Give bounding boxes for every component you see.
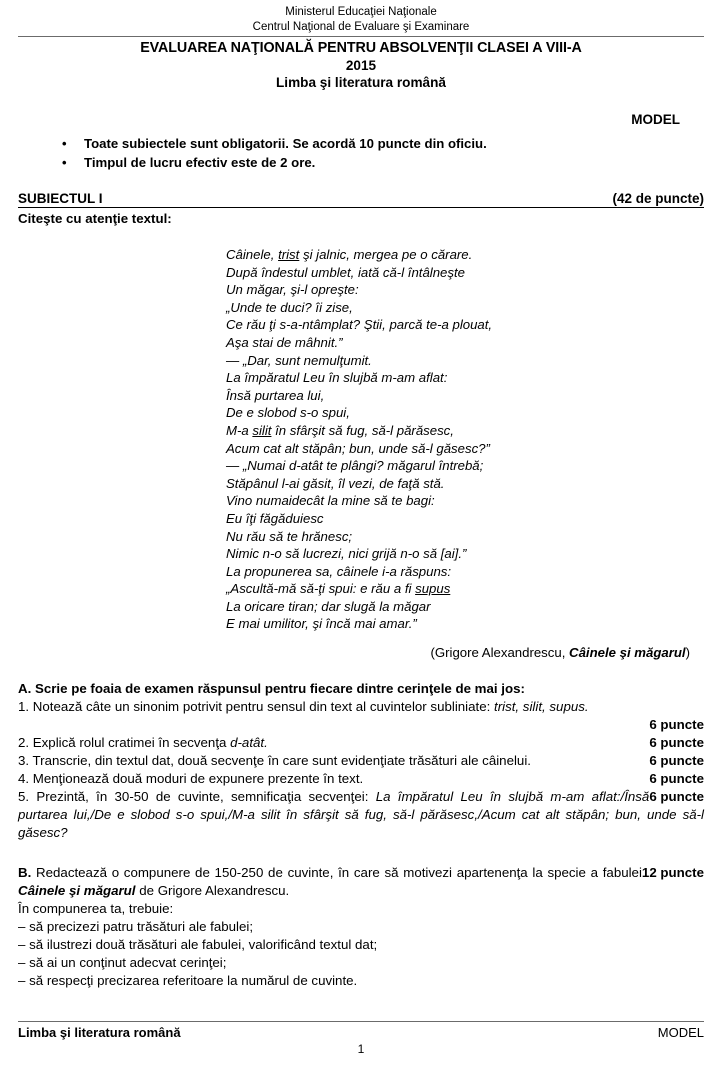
question-5-points: 6 puncte xyxy=(649,789,704,805)
poem-line-text: După îndestul umblet, iată că-l întâlneşte xyxy=(226,264,465,280)
poem-line xyxy=(226,422,704,440)
poem-line xyxy=(226,369,704,387)
poem-text xyxy=(18,246,704,633)
poem-line-text: Un măgar, şi-l opreşte: xyxy=(226,282,359,298)
poem-line xyxy=(226,299,704,317)
poem-underlined-word: trist xyxy=(278,247,300,262)
instruction-text: Timpul de lucru efectiv este de 2 ore. xyxy=(84,155,316,170)
section-b-paragraph xyxy=(18,864,704,900)
poem-line-text: Vino numaidecât la mine să te bagi: xyxy=(226,493,435,509)
poem-line-text: în sfârşit să fug, să-l părăsesc, xyxy=(271,422,454,438)
poem-line-text: La împăratul Leu în slujbă m-am aflat: xyxy=(226,370,448,386)
footer-subject: Limba şi literatura română xyxy=(18,1025,181,1040)
subject-points: (42 de puncte) xyxy=(612,191,704,206)
poem-line-text: „Ascultă-mă să-ţi spui: e rău a fi xyxy=(226,581,416,597)
question-1-text: 1. Notează câte un sinonim potrivit pentru sensul din text al cuvintelor subliniate: xyxy=(18,699,494,715)
ministry-line-1: Ministerul Educaţiei Naţionale xyxy=(285,6,437,18)
poem-line-text: La propunerea sa, câinele i-a răspuns: xyxy=(226,563,452,579)
question-2 xyxy=(18,734,704,752)
poem-line xyxy=(226,492,704,510)
attribution-close: ) xyxy=(685,645,690,661)
poem-line-text: Stăpânul l-ai găsit, îl vezi, de faţă stă. xyxy=(226,475,445,491)
poem-line-text: — „Numai d-atât te plângi? măgarul întrebă; xyxy=(226,458,484,474)
poem-line-text: — „Dar, sunt nemulţumit. xyxy=(226,352,372,368)
list-item: – să precizezi patru trăsături ale fabulei; xyxy=(18,919,254,935)
list-item: – să respecţi precizarea referitoare la numărul de cuvinte. xyxy=(18,973,358,989)
poem-line xyxy=(226,281,704,299)
poem-line xyxy=(226,246,704,264)
subject-label: SUBIECTUL I xyxy=(18,191,103,206)
question-3-points: 6 puncte xyxy=(649,753,704,769)
poem-line-text: Nu rău să te hrănesc; xyxy=(226,528,353,544)
poem-line xyxy=(226,264,704,282)
list-item: – să ilustrezi două trăsături ale fabulei, valorificând textul dat; xyxy=(18,937,378,953)
bullet-icon: • xyxy=(62,136,67,151)
question-4-points: 6 puncte xyxy=(649,771,704,787)
question-3 xyxy=(18,752,704,770)
list-item: – să ai un conţinut adecvat cerinţei; xyxy=(18,955,227,971)
poem-line xyxy=(226,352,704,370)
question-5-quote: La împăratul Leu în slujbă m-am aflat:/Însă purtarea lui,/De e slobod s-o spui,/M-a silit în sfârşit să fug, să-l părăsesc,/Acum cat alt stăpân; bun, unde să-l găsesc? xyxy=(18,789,704,841)
section-b-intro: În compunerea ta, trebuie: xyxy=(18,901,174,917)
section-b-points: 12 puncte xyxy=(641,865,704,881)
attribution-title: Câinele şi măgarul xyxy=(569,645,686,661)
poem-line xyxy=(226,510,704,528)
poem-line-text: La oricare tiran; dar slugă la măgar xyxy=(226,598,431,614)
poem-line-text: Nimic n-o să lucrezi, nici grijă n-o să [ai].” xyxy=(226,546,467,562)
poem-line xyxy=(226,528,704,546)
poem-line xyxy=(226,563,704,581)
footer-model: MODEL xyxy=(657,1025,704,1040)
exam-subject: Limba şi literatura română xyxy=(276,75,446,90)
section-b-label: B. xyxy=(18,865,32,881)
poem-line-text: Aşa stai de mâhnit.” xyxy=(226,334,343,350)
poem-line xyxy=(226,580,704,598)
poem-line-text: Ce rău ţi s-a-ntâmplat? Ştii, parcă te-a plouat, xyxy=(226,317,493,333)
subject-header xyxy=(18,191,704,208)
question-2-text: 2. Explică rolul cratimei în secvenţa d-atât. xyxy=(18,735,268,751)
page-number: 1 xyxy=(357,1042,365,1056)
poem-line xyxy=(226,334,704,352)
instructions-list xyxy=(18,134,704,172)
question-1-points: 6 puncte xyxy=(649,717,704,733)
list-item xyxy=(62,134,704,153)
list-item xyxy=(62,153,704,172)
section-b xyxy=(18,864,704,990)
question-2-points: 6 puncte xyxy=(649,735,704,751)
poem-line xyxy=(226,615,704,633)
poem-line xyxy=(226,387,704,405)
question-1 xyxy=(18,698,704,716)
ministry-header xyxy=(18,0,704,34)
section-a xyxy=(18,680,704,842)
header-divider xyxy=(18,36,704,37)
poem-line xyxy=(226,598,704,616)
section-b-work-title: Câinele şi măgarul xyxy=(18,883,136,899)
poem-line-text: Eu îţi făgăduiesc xyxy=(226,510,324,526)
poem-underlined-word: silit xyxy=(252,422,272,438)
poem-line-text: „Unde te duci? îi zise, xyxy=(226,299,353,315)
poem-line-text: E mai umilitor, şi încă mai amar.” xyxy=(226,616,417,632)
question-5 xyxy=(18,788,704,842)
question-1-words: trist, silit, supus. xyxy=(494,699,589,715)
exam-title: EVALUAREA NAŢIONALĂ PENTRU ABSOLVENŢII CLASEI A VIII-A xyxy=(140,40,582,56)
poem-line-text: Câinele, xyxy=(226,247,279,262)
bullet-icon: • xyxy=(62,155,67,170)
section-a-heading: A. Scrie pe foaia de examen răspunsul pentru fiecare dintre cerinţele de mai jos: xyxy=(18,681,525,697)
poem-attribution xyxy=(18,645,704,660)
poem-line-text: De e slobod s-o spui, xyxy=(226,405,350,421)
poem-line xyxy=(226,475,704,493)
poem-line-text: Acum cat alt stăpân; bun, unde să-l găsesc?” xyxy=(226,440,490,456)
page-footer xyxy=(18,1021,704,1056)
question-4-text: 4. Menţionează două moduri de expunere prezente în text. xyxy=(18,771,364,787)
poem-line xyxy=(226,545,704,563)
poem-line xyxy=(226,440,704,458)
exam-year: 2015 xyxy=(345,58,377,73)
section-b-text-pre: Redactează o compunere de 150-250 de cuvinte, în care să motivezi apartenenţa la specie a fabulei xyxy=(31,865,642,881)
poem-underlined-word: supus xyxy=(415,581,451,597)
model-label: MODEL xyxy=(631,112,680,127)
poem-line xyxy=(226,316,704,334)
section-b-text-post: de Grigore Alexandrescu. xyxy=(135,883,290,899)
ministry-line-2: Centrul Naţional de Evaluare şi Examinare xyxy=(252,20,470,33)
footer-divider xyxy=(18,1021,704,1022)
question-5-text: 5. Prezintă, în 30-50 de cuvinte, semnificaţia secvenţei: xyxy=(18,789,376,805)
attribution-author: (Grigore Alexandrescu, xyxy=(430,645,570,661)
poem-line xyxy=(226,404,704,422)
poem-line-text: Însă purtarea lui, xyxy=(226,387,325,403)
read-instruction: Citeşte cu atenţie textul: xyxy=(18,211,172,226)
instruction-text: Toate subiectele sunt obligatorii. Se acordă 10 puncte din oficiu. xyxy=(84,136,487,151)
poem-line-text: M-a xyxy=(226,422,253,438)
question-3-text: 3. Transcrie, din textul dat, două secvenţe în care sunt evidenţiate trăsături ale câinelui. xyxy=(18,753,531,769)
question-4 xyxy=(18,770,704,788)
poem-line xyxy=(226,457,704,475)
poem-line-text: şi jalnic, mergea pe o cărare. xyxy=(299,247,473,262)
